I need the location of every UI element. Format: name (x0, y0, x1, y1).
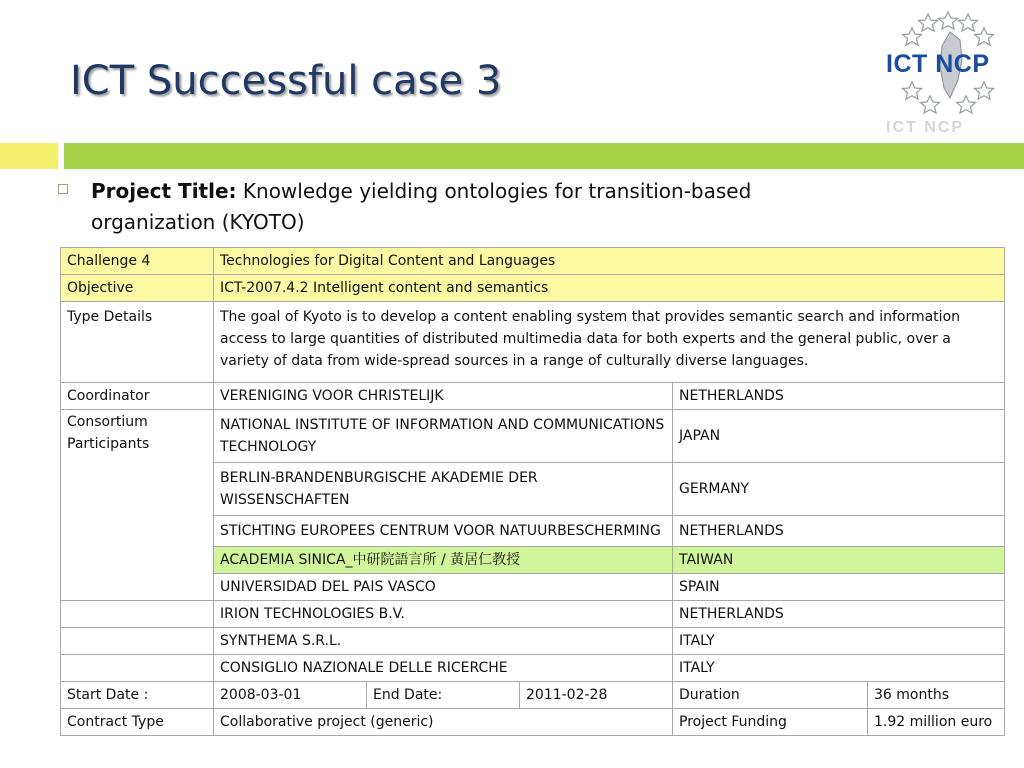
participant-country: GERMANY (673, 463, 1005, 516)
contract-type-label: Contract Type (61, 709, 214, 736)
duration-label: Duration (673, 682, 868, 709)
duration-value: 36 months (868, 682, 1005, 709)
project-title (91, 176, 871, 238)
empty-cell (61, 628, 214, 655)
participant-country: ITALY (673, 628, 1005, 655)
table-row-objective (61, 275, 1005, 302)
project-info-table (60, 247, 1005, 736)
table-row-coordinator (61, 383, 1005, 410)
participant-name: SYNTHEMA S.R.L. (214, 628, 673, 655)
objective-value: ICT-2007.4.2 Intelligent content and semantics (214, 275, 1005, 302)
table-row-dates (61, 682, 1005, 709)
participant-name: STICHTING EUROPEES CENTRUM VOOR NATUURBESCHERMING (214, 516, 673, 547)
table-row (61, 655, 1005, 682)
end-date-label: End Date: (367, 682, 520, 709)
participant-name: UNIVERSIDAD DEL PAIS VASCO (214, 574, 673, 601)
table-row-challenge (61, 248, 1005, 275)
coordinator-label: Coordinator (61, 383, 214, 410)
coordinator-name: VERENIGING VOOR CHRISTELIJK (214, 383, 673, 410)
end-date-value: 2011-02-28 (520, 682, 673, 709)
participant-country: ITALY (673, 655, 1005, 682)
table-row (61, 410, 1005, 463)
participant-country: SPAIN (673, 574, 1005, 601)
challenge-label: Challenge 4 (61, 248, 214, 275)
project-title-label: Project Title: (91, 179, 237, 203)
participant-name: BERLIN-BRANDENBURGISCHE AKADEMIE DER WISSENSCHAFTEN (214, 463, 673, 516)
bullet-square-icon (58, 184, 68, 194)
empty-cell (61, 601, 214, 628)
project-funding-label: Project Funding (673, 709, 868, 736)
start-date-label: Start Date : (61, 682, 214, 709)
objective-label: Objective (61, 275, 214, 302)
coordinator-country: NETHERLANDS (673, 383, 1005, 410)
participant-name: ACADEMIA SINICA_中研院語言所 / 黃居仁教授 (214, 547, 673, 574)
svg-text:ICT NCP: ICT NCP (886, 119, 964, 135)
participant-country: TAIWAN (673, 547, 1005, 574)
table-row-contract (61, 709, 1005, 736)
participant-name: NATIONAL INSTITUTE OF INFORMATION AND COMMUNICATIONS TECHNOLOGY (214, 410, 673, 463)
consortium-label: Consortium Participants (61, 410, 214, 601)
participant-country: NETHERLANDS (673, 601, 1005, 628)
accent-bar-green (64, 143, 1024, 169)
table-row-type-details (61, 302, 1005, 383)
table-row (61, 628, 1005, 655)
slide-title: ICT Successful case 3 (70, 58, 502, 104)
participant-name: IRION TECHNOLOGIES B.V. (214, 601, 673, 628)
project-title-value: Knowledge yielding ontologies for transition-based organization (KYOTO) (91, 179, 752, 234)
contract-type-value: Collaborative project (generic) (214, 709, 673, 736)
project-funding-value: 1.92 million euro (868, 709, 1005, 736)
start-date-value: 2008-03-01 (214, 682, 367, 709)
empty-cell (61, 655, 214, 682)
participant-country: NETHERLANDS (673, 516, 1005, 547)
participant-name: CONSIGLIO NAZIONALE DELLE RICERCHE (214, 655, 673, 682)
accent-bar-yellow (0, 143, 58, 169)
type-details-label: Type Details (61, 302, 214, 383)
logo-text: ICT NCP (886, 50, 990, 78)
challenge-value: Technologies for Digital Content and Languages (214, 248, 1005, 275)
participant-country: JAPAN (673, 410, 1005, 463)
type-details-value: The goal of Kyoto is to develop a content enabling system that provides semantic search and information access to large quantities of distributed multimedia data for both experts and the general public, over a variety of data from wide-spread sources in a range of culturally diverse languages. (214, 302, 1005, 383)
table-row (61, 601, 1005, 628)
